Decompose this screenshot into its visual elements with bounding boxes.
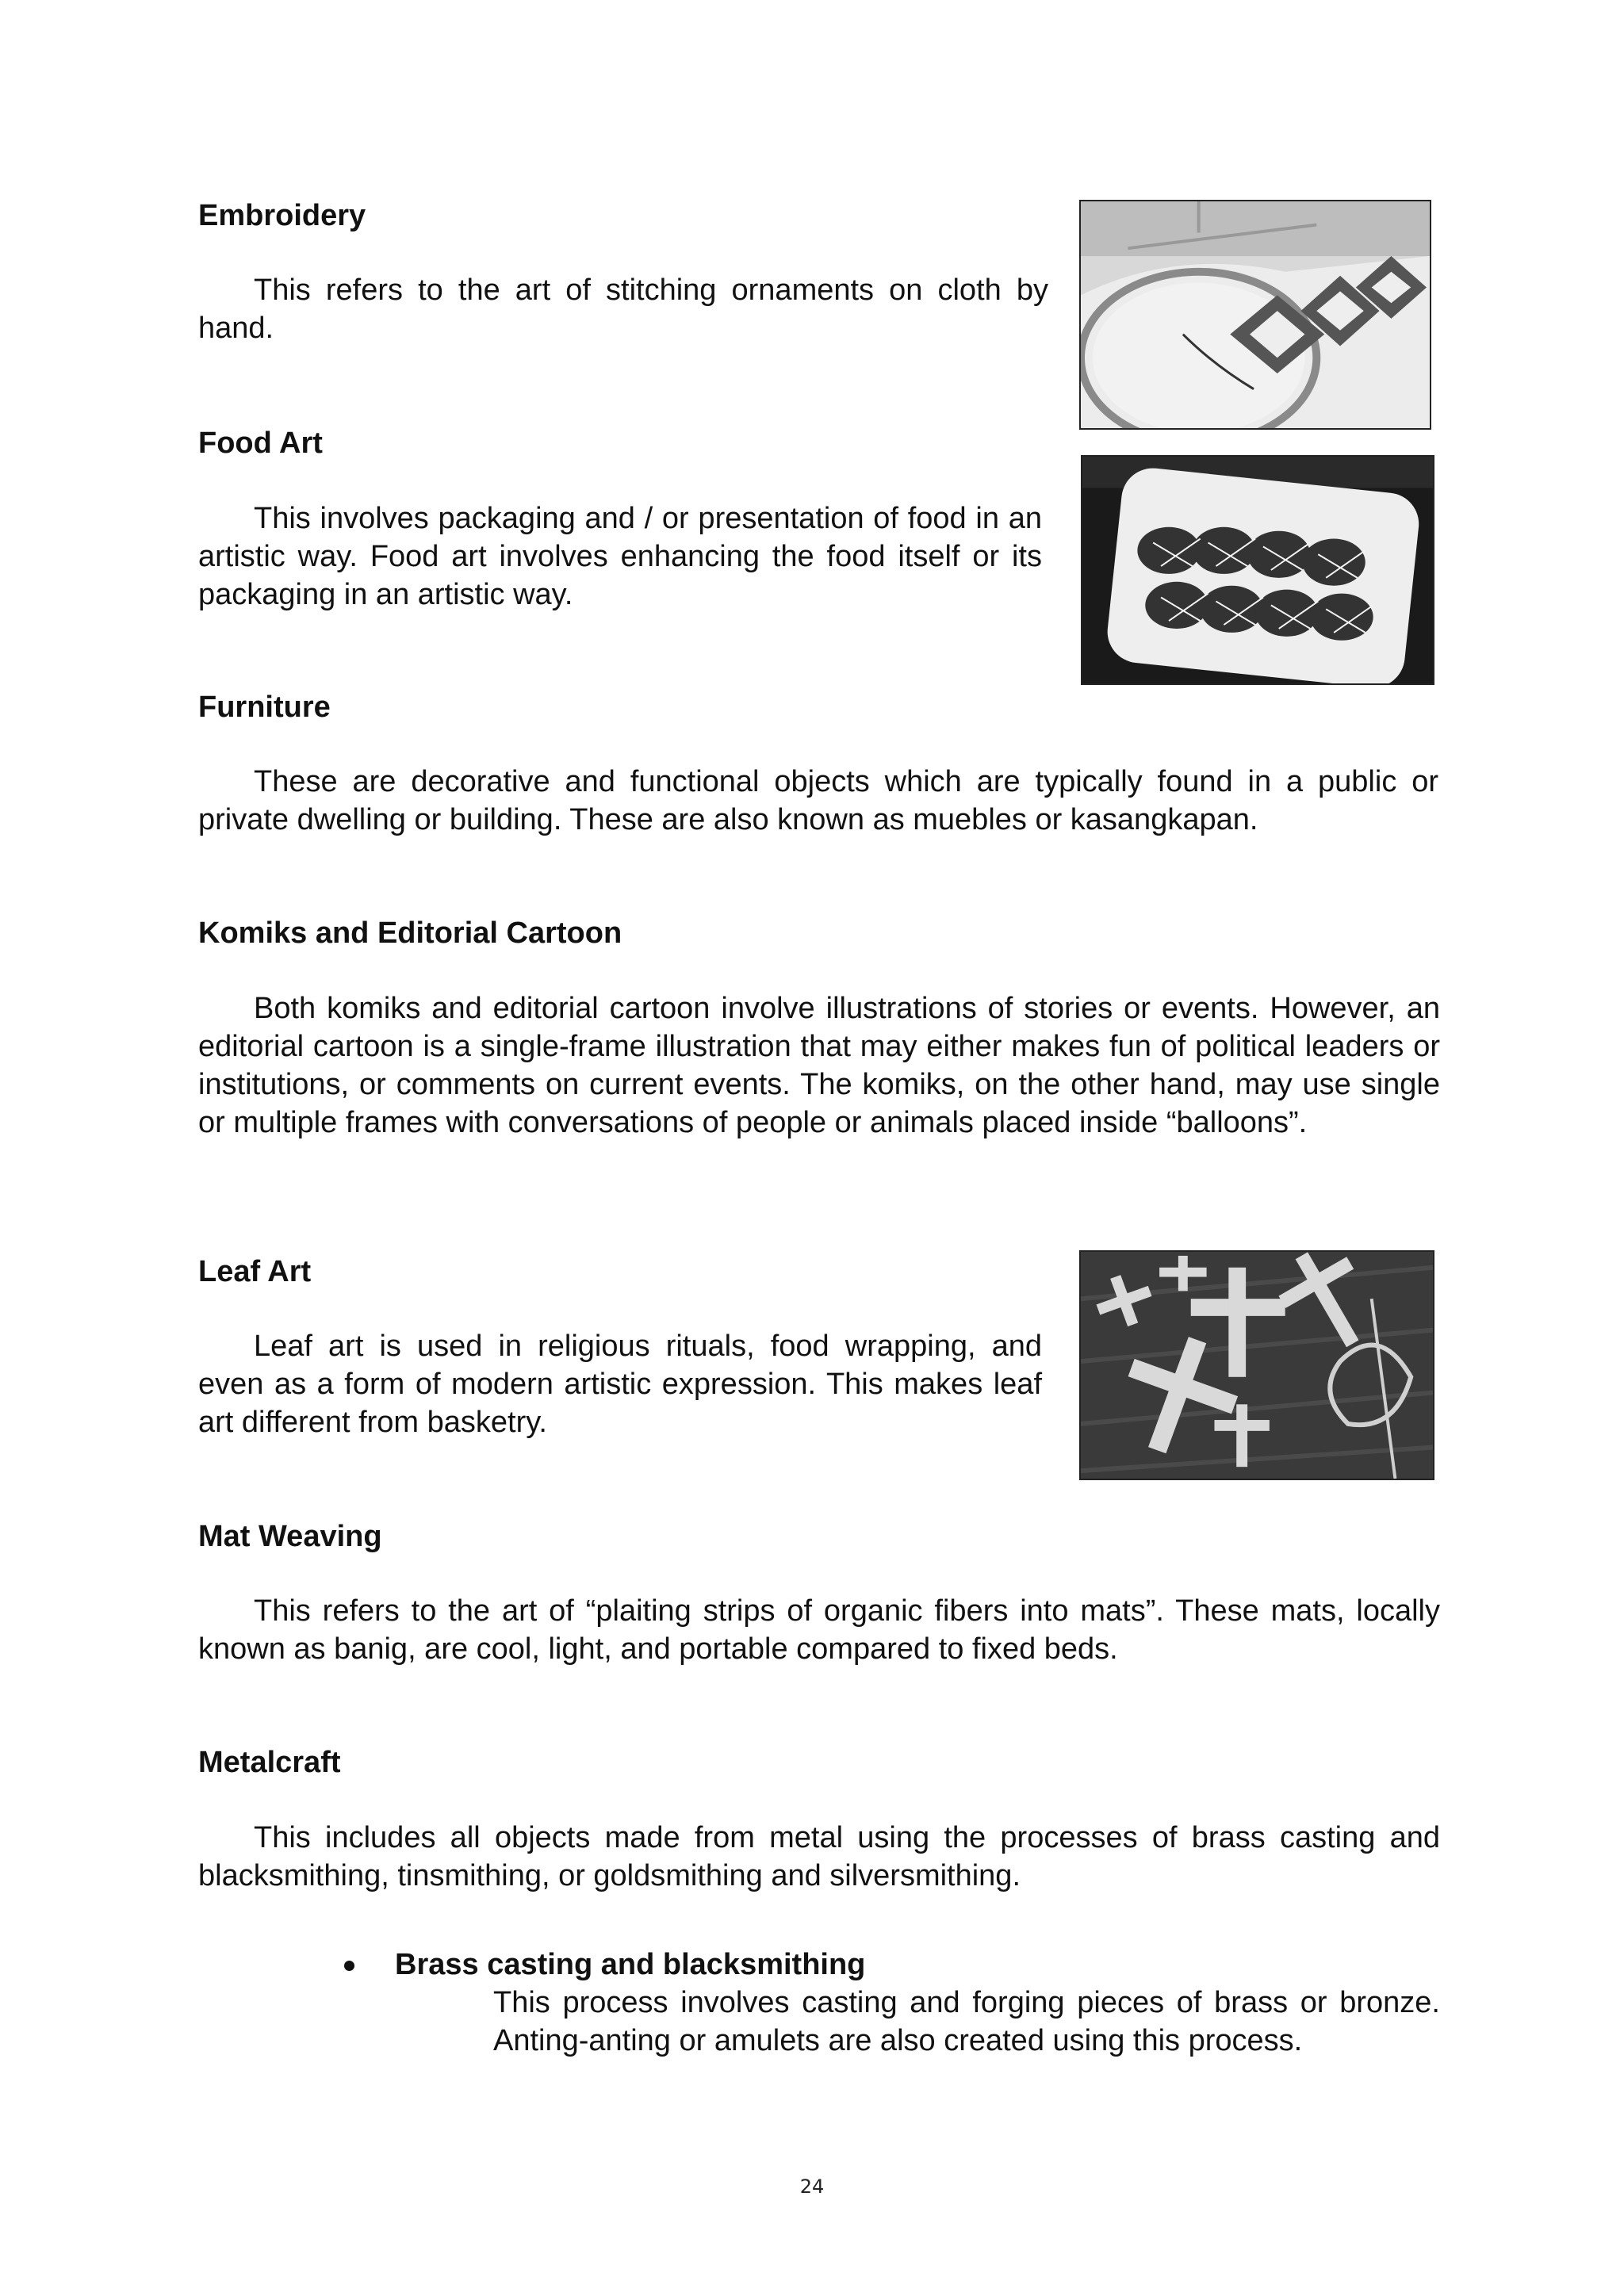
bullet-text: This process involves casting and forging pieces of brass or bronze. Anting-anting or amulets are also created using this process.	[493, 1986, 1440, 2057]
bullet-dot-icon	[344, 1961, 354, 1971]
section-body-komiks: Both komiks and editorial cartoon involve illustrations of stories or events. However, an editorial cartoon is a single-frame illustration that may either makes fun of political leaders or institutions, or comments on current events. The komiks, on the other hand, may use single or multiple frames with conversations of people or animals placed inside “balloons”.	[198, 992, 1440, 1139]
section-title-metalcraft: Metalcraft	[198, 1746, 341, 1779]
section-title-food-art: Food Art	[198, 427, 323, 460]
leaf-art-photo	[1079, 1250, 1434, 1480]
page-number: 24	[799, 2175, 825, 2198]
food-art-photo	[1081, 455, 1434, 685]
section-body-metalcraft: This includes all objects made from metal using the processes of brass casting and blacksmithing, tinsmithing, or goldsmithing and silversmithing.	[198, 1821, 1440, 1892]
section-title-mat-weaving: Mat Weaving	[198, 1520, 382, 1553]
section-body-embroidery: This refers to the art of stitching ornaments on cloth by hand.	[198, 274, 1048, 345]
section-body-mat-weaving: This refers to the art of “plaiting strips of organic fibers into mats”. These mats, locally known as banig, are cool, light, and portable compared to fixed beds.	[198, 1594, 1440, 1666]
section-body-furniture: These are decorative and functional objects which are typically found in a public or private dwelling or building. These are also known as muebles or kasangkapan.	[198, 765, 1438, 836]
section-title-leaf-art: Leaf Art	[198, 1255, 312, 1288]
section-title-furniture: Furniture	[198, 691, 331, 724]
section-body-food-art: This involves packaging and / or presentation of food in an artistic way. Food art involves enhancing the food itself or its packaging in an artistic way.	[198, 502, 1042, 611]
section-body-leaf-art: Leaf art is used in religious rituals, food wrapping, and even as a form of modern artistic expression. This makes leaf art different from basketry.	[198, 1330, 1042, 1439]
bullet-title: Brass casting and blacksmithing	[395, 1948, 866, 1981]
section-title-embroidery: Embroidery	[198, 199, 366, 232]
section-title-komiks: Komiks and Editorial Cartoon	[198, 916, 622, 950]
embroidery-photo	[1079, 200, 1431, 430]
